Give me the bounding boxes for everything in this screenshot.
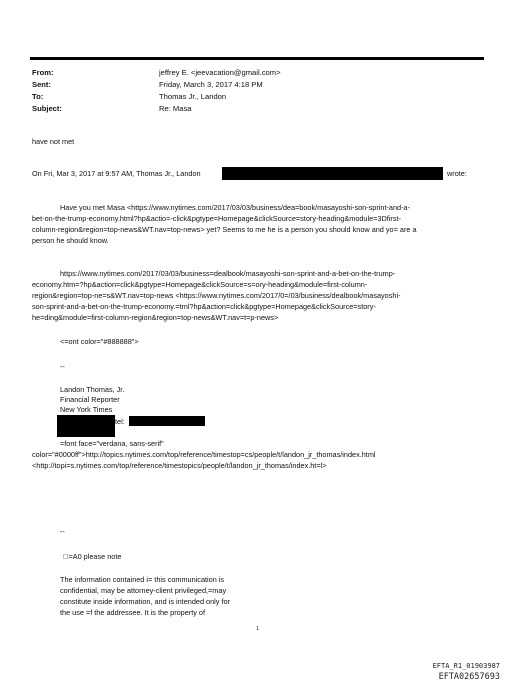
para1-line: person he should know. [32,236,109,245]
para2-line: https://www.nytimes.com/2017/03/03/business=dealbook/masayoshi-son-sprint-and-a-bet-on-the-trump- [60,269,396,278]
sent-value: Friday, March 3, 2017 4:18 PM [159,80,263,89]
para1-line: Have you met Masa <https://www.nytimes.com/2017/03/03/business/dea=book/masayoshi-son-sprint-and-a- [60,203,411,212]
disclaimer-line: confidential, may be attorney-client privileged,=may [60,586,227,595]
subject-value: Re: Masa [159,104,192,113]
para2-line: he=ding&module=first-column-region&region=top-news&WT.nav=t=p-news> [32,313,279,322]
font-face-line: =font face="verdana, sans-serif" [60,439,164,448]
note-dashes: -- [60,527,65,536]
from-value: jeffrey E. <jeevacation@gmail.com> [159,68,281,77]
from-label: From: [32,68,54,77]
font-tag-line: <=ont color="#888888"> [60,337,139,346]
signature-dashes: -- [60,362,65,371]
quote-intro: On Fri, Mar 3, 2017 at 9:57 AM, Thomas Jr., Landon [32,169,201,178]
para1-line: column-region&region=top-news&WT.nav=top-news> yet? Seems to me he is a person you should know and yo= are a [32,225,417,234]
para2-line: economy.htm=?hp&action=click&pgtype=Homepage&clickSource=s=ory-heading&module=first-column- [32,280,368,289]
to-label: To: [32,92,44,101]
quote-intro-wrote: wrote: [447,169,467,178]
para2-line: son-sprint-and-a-bet-on-the-trump-economy.=tml?hp&action=click&pgtype=Homepage&clickSource=story- [32,302,376,311]
redaction-block [57,415,115,437]
footer-ref-2: EFTA02657693 [438,672,500,682]
note-line:  =A0 please note [63,552,122,561]
disclaimer-line: The information contained i= this communication is [60,575,225,584]
redaction-block [222,167,443,180]
link-line: <http://topi=s.nytimes.com/top/reference/timestopics/people/t/landon_jr_thomas/index.ht=l> [32,461,327,470]
signature-title: Financial Reporter [60,395,120,404]
para2-line: region&region=top-ne=s&WT.nav=top-news <https://www.nytimes.com/2017/0=/03/business/dealbook/masayoshi- [32,291,401,300]
sent-label: Sent: [32,80,51,89]
tel-label: tel: [115,417,125,426]
page-number: 1 [256,626,260,632]
disclaimer-line: constitute inside information, and is intended only for [60,597,230,606]
header-rule [30,57,484,60]
to-value: Thomas Jr., Landon [159,92,227,101]
disclaimer-line: the use =f the addressee. It is the property of [60,608,206,617]
subject-label: Subject: [32,104,62,113]
footer-ref-1: EFTA_R1_01903987 [432,662,500,670]
signature-org: New York Times [60,405,113,414]
para1-line: bet-on-the-trump-economy.html?hp&actio=-click&pgtype=Homepage&clickSource=story-heading&module=3Dfirst- [32,214,401,223]
redaction-block [129,416,205,426]
reply-text: have not met [32,137,75,146]
signature-name: Landon Thomas, Jr. [60,385,125,394]
link-line: color="#0000ff">http://topics.nytimes.com/top/reference/timestop=cs/people/t/landon_jr_thomas/index.html [32,450,376,459]
